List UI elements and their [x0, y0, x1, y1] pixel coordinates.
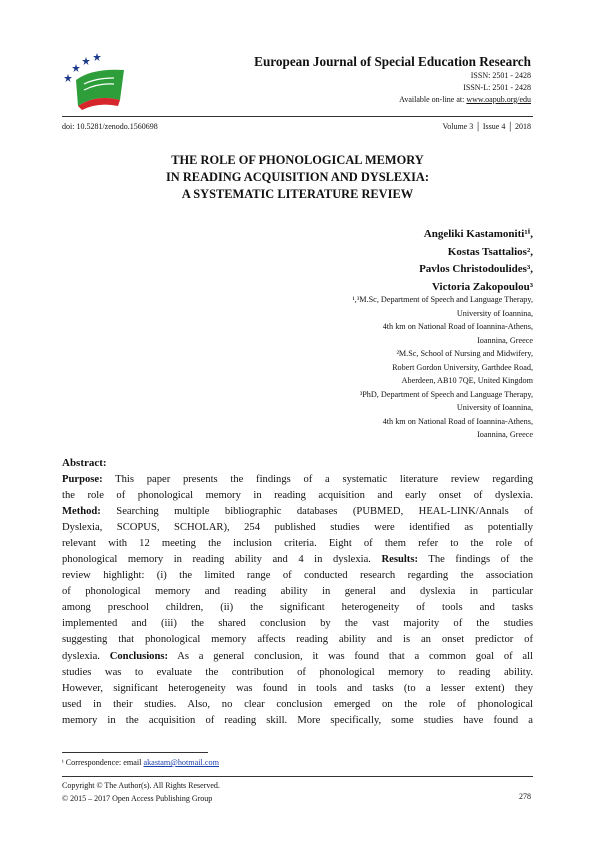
abstract-text: memory in the acquisition of reading skill. More specifically, some studies have found a — [62, 714, 533, 726]
author-name: Pavlos Christodoulides³, — [419, 263, 533, 275]
abstract-line — [62, 600, 533, 616]
affiliation-line: University of Ioannina, — [456, 308, 533, 318]
star-icon — [82, 57, 90, 65]
available-online — [399, 95, 531, 104]
star-icon — [64, 74, 72, 82]
header-divider — [62, 116, 533, 117]
correspondence-footnote — [62, 757, 219, 767]
abstract-text: phonological memory in reading ability and 4 in dyslexia. — [62, 554, 382, 566]
star-icon — [72, 64, 80, 72]
abstract-text: This paper presents the findings of a systematic literature review regarding — [102, 474, 533, 485]
journal-logo-icon — [62, 50, 128, 112]
abstract-line — [62, 536, 533, 552]
affiliation-line: ¹,³M.Sc, Department of Speech and Language Therapy, — [352, 295, 533, 304]
abstract-line — [62, 665, 533, 681]
affiliation-line: 4th km on National Road of Ioannina-Athens, — [382, 416, 533, 426]
abstract-line — [62, 584, 533, 600]
correspondence-email-link[interactable]: akastam@hotmail.com — [143, 758, 219, 767]
issn-l: ISSN-L: 2501 - 2428 — [463, 83, 531, 92]
paper-title — [62, 152, 533, 203]
issn: ISSN: 2501 - 2428 — [470, 71, 531, 80]
abstract-line — [62, 616, 533, 632]
abstract-section-label: Purpose: — [62, 474, 103, 485]
abstract-text: Dyslexia, SCOPUS, SCHOLAR), 254 published studies were identified as potentially — [62, 522, 533, 534]
author-list — [419, 226, 533, 296]
abstract-line — [62, 697, 533, 713]
affiliation-line: University of Ioannina, — [456, 403, 533, 412]
footnote-prefix: ⁱ Correspondence: email — [62, 758, 144, 767]
abstract-text: studies was to evaluate the contribution of phonological memory to reading ability. — [62, 666, 533, 678]
title-line: IN READING ACQUISITION AND DYSLEXIA: — [165, 170, 429, 184]
abstract-section-label: Conclusions: — [109, 650, 169, 662]
abstract-body — [62, 472, 533, 729]
affiliation-line: Ioannina, Greece — [477, 335, 533, 345]
affiliation-line: 4th km on National Road of Ioannina-Athens, — [382, 322, 533, 331]
available-prefix: Available on-line at: — [399, 95, 467, 104]
abstract-line — [62, 681, 533, 697]
abstract-line — [62, 649, 533, 665]
copyright-block — [62, 780, 220, 805]
journal-website-link[interactable]: www.oapub.org/edu — [466, 95, 531, 104]
affiliation-line: Ioannina, Greece — [477, 430, 533, 439]
affiliation-line: ³PhD, Department of Speech and Language Therapy, — [359, 389, 533, 399]
abstract-section-label: Results: — [381, 554, 418, 566]
abstract-text: of phonological memory and reading ability in general and dyslexia in particular — [62, 586, 533, 598]
journal-title: European Journal of Special Education Research — [254, 54, 531, 69]
title-line: THE ROLE OF PHONOLOGICAL MEMORY — [171, 153, 424, 167]
abstract-line — [62, 568, 533, 584]
affiliation-line: Robert Gordon University, Garthdee Road, — [392, 362, 533, 372]
author-name: Kostas Tsattalios², — [447, 245, 533, 258]
abstract-line — [62, 713, 533, 729]
abstract-heading: Abstract: — [62, 457, 107, 469]
publisher-line: © 2015 – 2017 Open Access Publishing Group — [62, 793, 213, 803]
abstract-line — [62, 520, 533, 536]
star-icon — [93, 53, 101, 61]
abstract-line — [62, 552, 533, 568]
abstract-text: The findings of the — [418, 554, 533, 566]
affiliation-line: ²M.Sc, School of Nursing and Midwifery, — [396, 349, 533, 358]
page-number: 278 — [519, 792, 531, 801]
abstract-text: As a general conclusion, it was found that a common goal of all — [168, 650, 533, 662]
footnote-divider — [62, 752, 208, 753]
abstract-text: Searching multiple bibliographic databases (PUBMED, HEAL-LINK/Annals of — [100, 506, 533, 518]
abstract-text: among preschool children, (ii) the significant heterogeneity of tools and tasks — [62, 602, 533, 614]
doi[interactable]: doi: 10.5281/zenodo.1560698 — [62, 122, 158, 131]
abstract-line — [62, 472, 533, 488]
author-name: Angeliki Kastamoniti¹ⁱ, — [423, 228, 533, 240]
affiliations — [352, 293, 533, 442]
author-name: Victoria Zakopoulou³ — [432, 280, 533, 293]
abstract-line — [62, 504, 533, 520]
abstract-text: the role of phonological memory in reading acquisition and early onset of dyslexia. — [62, 490, 533, 502]
copyright-line: Copyright © The Author(s). All Rights Reserved. — [62, 781, 220, 790]
abstract-line — [62, 488, 533, 504]
abstract-text: suggesting that phonological memory affects reading ability and is an onset predictor of — [62, 634, 533, 646]
abstract-line — [62, 632, 533, 648]
abstract-text: dyslexia. — [62, 650, 110, 662]
affiliation-line: Aberdeen, AB10 7QE, United Kingdom — [401, 376, 533, 385]
footer-divider — [62, 776, 533, 777]
abstract-text: relevant with 12 meeting the inclusion criteria. Eight of them refer to the role of — [62, 538, 533, 550]
abstract-text: review highlight: (i) the limited range of conducted research regarding the association — [62, 570, 533, 582]
abstract-text: used in their studies. Also, no clear conclusion emerged on the role of phonological — [62, 698, 533, 710]
abstract-section-label: Method: — [62, 506, 101, 518]
abstract-text: However, significant heterogeneity was found in tools and tasks (to a lesser extent) they — [62, 682, 533, 694]
title-line: A SYSTEMATIC LITERATURE REVIEW — [181, 187, 414, 201]
abstract-text: implemented and (iii) the shared conclusion by the vast majority of the studies — [62, 618, 533, 630]
volume-issue-year: Volume 3 │ Issue 4 │ 2018 — [442, 122, 531, 131]
